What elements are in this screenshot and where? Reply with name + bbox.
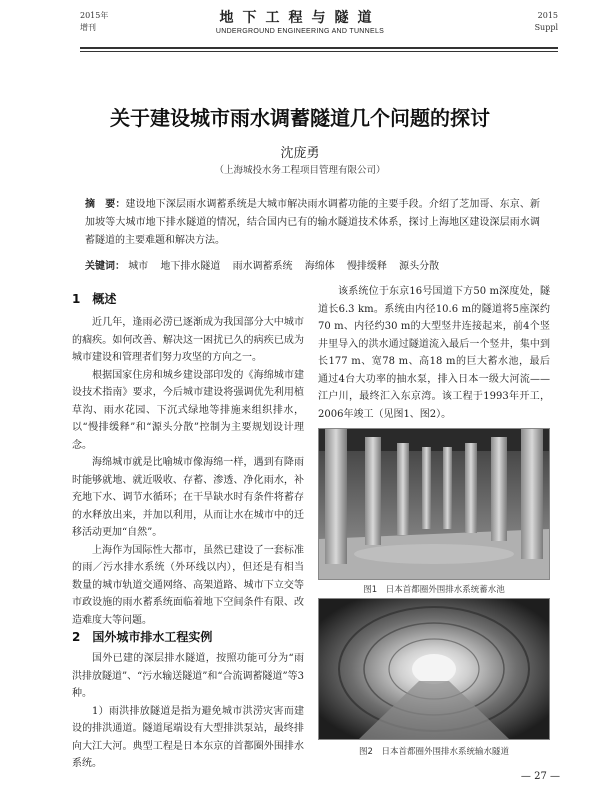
figure-1-caption: 图1 日本首都圈外围排水系统蓄水池 — [363, 585, 505, 595]
keyword: 城市 — [128, 261, 149, 272]
abstract-text: 建设地下深层雨水调蓄系统是大城市解决雨水调蓄功能的主要手段。介绍了芝加哥、东京、新加坡等大城市地下排水隧道的情况，结合国内已有的输水隧道技术体系，探讨上海地区建设深层雨水调蓄隧道的主要难题和解决方法。 — [85, 199, 541, 246]
header-year-right: 2015 — [537, 11, 558, 20]
section-1-heading — [72, 288, 304, 307]
keyword: 地下排水隧道 — [160, 261, 221, 272]
paragraph: 该系统位于东京16号国道下方50 m深度处，隧道长6.3 km。系统由内径10.6 m的隧道将5座深约70 m、内径约30 m的大型竖井连接起来，前4个竖井里导入的洪水通过隧道流入最后一个竖井，集中到长177 m、宽78 m、高18 m的巨大蓄水池，最后通过4台大功率的抽水泵，排入日本一级大河流——江户川，最终汇入东京湾。该工程于1993年开工，2006年竣工（见图1、图2）。 — [318, 286, 550, 420]
right-column-text — [318, 283, 550, 423]
figure-2-photo — [319, 599, 549, 739]
author-name: 沈庞勇 — [280, 146, 320, 161]
keyword: 慢排缓释 — [346, 261, 387, 272]
header-year: 2015年 — [80, 11, 109, 20]
keyword: 雨水调蓄系统 — [232, 261, 293, 272]
journal-title-en: UNDERGROUND ENGINEERING AND TUNNELS — [215, 28, 385, 35]
figure-1-image — [318, 428, 550, 580]
section-2-heading — [72, 626, 304, 645]
abstract — [85, 196, 540, 250]
article-title: 关于建设城市雨水调蓄隧道几个问题的探讨 — [110, 106, 490, 130]
journal-title-cn: 地下工程与隧道 — [219, 10, 381, 26]
keywords — [85, 259, 540, 275]
section-1-title: 概述 — [92, 292, 117, 306]
paragraph: 国外已建的深层排水隧道，按照功能可分为“雨洪排放隧道”、“污水输送隧道”和“合流调蓄隧道”等3种。 — [72, 653, 304, 699]
paragraph: 上海作为国际性大都市，虽然已建设了一套标准的雨／污水排水系统（外环线以内），但还是有相当数量的城市轨道交通网络、高架道路、城市下立交等市政设施的雨水蓄系统面临着地下空间条件有限、改造难度大等问题。 — [72, 544, 304, 626]
paragraph: 1）雨洪排放隧道是指为避免城市洪涝灾害而建设的排洪通道。隧道尾端设有大型排洪泵站，最终排向大江大河。典型工程是日本东京的首都圈外围排水系统。 — [72, 705, 304, 769]
page-number: — 27 — — [520, 771, 560, 782]
section-2-body — [72, 650, 304, 773]
keyword: 海绵体 — [304, 261, 335, 272]
header-issue-right: Suppl — [534, 23, 558, 32]
section-1-number: 1 — [72, 292, 81, 306]
paragraph: 根据国家住房和城乡建设部印发的《海绵城市建设技术指南》要求，今后城市建设将强调优先利用植草沟、雨水花园、下沉式绿地等排施来组织排水，以“慢排缓释”和“源头分散”控制为主要规划设计理念。 — [72, 369, 304, 451]
figure-2-caption: 图2 日本首都圈外围排水系统输水隧道 — [359, 747, 509, 757]
abstract-label: 摘 要： — [85, 199, 126, 210]
keyword: 源头分散 — [399, 261, 440, 272]
section-2-number: 2 — [72, 630, 81, 644]
keywords-label: 关键词： — [85, 261, 125, 272]
header-center — [0, 7, 600, 35]
section-2-title: 国外城市排水工程实例 — [92, 630, 213, 644]
section-1-body — [72, 314, 304, 629]
figure-1-photo — [319, 429, 549, 579]
header-issue: 增刊 — [80, 23, 96, 32]
paragraph: 海绵城市就是比喻城市像海绵一样，遇到有降雨时能够就地、就近吸收、存蓄、渗透、净化雨水，补充地下水、调节水循环；在干旱缺水时有条件将蓄存的水释放出来，并加以利用，从而让水在城市中的迁移活动更加“自然”。 — [72, 457, 304, 538]
paragraph: 近几年，逢雨必涝已逐渐成为我国部分大中城市的痼疾。如何改善、解决这一困扰已久的病疾已成为城市建设和管理者们努力攻坚的方向之一。 — [72, 317, 304, 363]
author-affiliation: （上海城投水务工程项目管理有限公司） — [214, 165, 386, 176]
figure-2-image — [318, 598, 550, 740]
header-right — [535, 10, 558, 34]
header-rule-thick — [80, 47, 558, 49]
header-rule-thin — [80, 51, 558, 52]
